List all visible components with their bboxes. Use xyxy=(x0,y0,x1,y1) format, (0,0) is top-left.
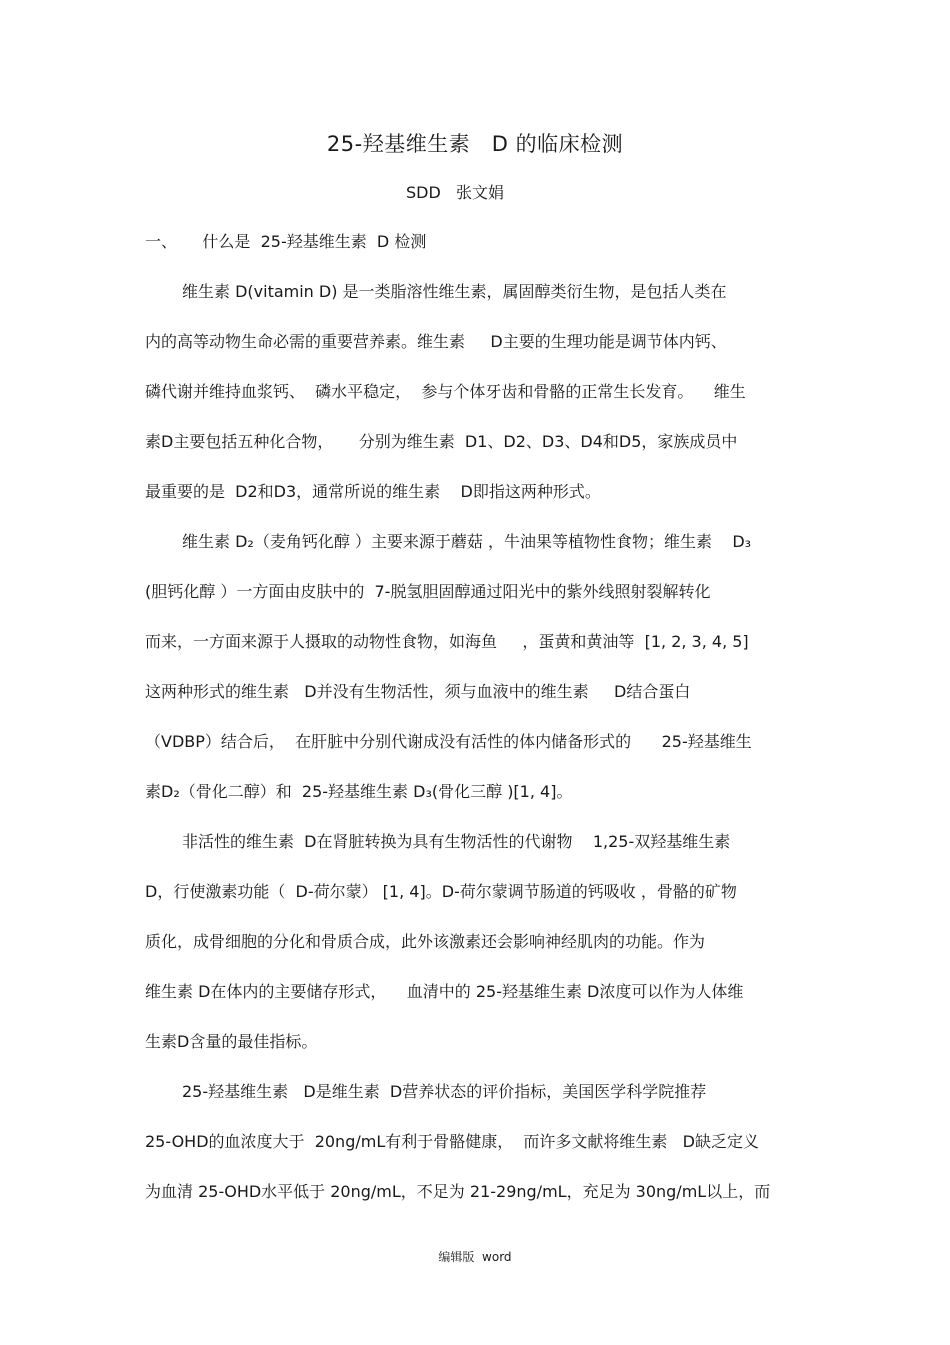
body-line: 维生素 D(vitamin D) 是一类脂溶性维生素，属固醇类衍生物，是包括人类在 xyxy=(182,282,727,301)
document-title: 25-羟基维生素 D 的临床检测 xyxy=(326,132,624,156)
body-line: 生素D含量的最佳指标。 xyxy=(145,1032,318,1051)
section-heading: 一、 什么是 25-羟基维生素 D 检测 xyxy=(145,232,427,251)
body-line: 维生素 D在体内的主要储存形式， 血清中的 25-羟基维生素 D浓度可以作为人体维 xyxy=(145,982,744,1001)
body-line: 为血清 25-OHD水平低于 20ng/mL，不足为 21-29ng/mL，充足为 30ng/mL以上，而 xyxy=(145,1182,771,1201)
body-line: 质化，成骨细胞的分化和骨质合成，此外该激素还会影响神经肌肉的功能。作为 xyxy=(145,932,706,951)
body-line: 而来，一方面来源于人摄取的动物性食物，如海鱼 ，蛋黄和黄油等 [1, 2, 3, 4, 5] xyxy=(145,632,749,651)
body-line: 素D₂（骨化二醇）和 25-羟基维生素 D₃(骨化三醇 )[1, 4]。 xyxy=(145,782,573,801)
body-line: 25-羟基维生素 D是维生素 D营养状态的评价指标，美国医学科学院推荐 xyxy=(182,1082,707,1101)
body-line: D，行使激素功能（ D-荷尔蒙） [1, 4]。D-荷尔蒙调节肠道的钙吸收 ，骨骼的矿物 xyxy=(145,882,737,901)
body-line: 这两种形式的维生素 D并没有生物活性，须与血液中的维生素 D结合蛋白 xyxy=(145,682,691,701)
body-line: 素D主要包括五种化合物， 分别为维生素 D1、D2、D3、D4和D5，家族成员中 xyxy=(145,432,738,451)
body-line: 非活性的维生素 D在肾脏转换为具有生物活性的代谢物 1,25-双羟基维生素 xyxy=(182,832,731,851)
body-line: (胆钙化醇 ）一方面由皮肤中的 7-脱氢胆固醇通过阳光中的紫外线照射裂解转化 xyxy=(145,582,711,601)
body-line: 最重要的是 D2和D3，通常所说的维生素 D即指这两种形式。 xyxy=(145,482,601,501)
body-line: 维生素 D₂（麦角钙化醇 ）主要来源于蘑菇 ，牛油果等植物性食物；维生素 D₃ xyxy=(182,532,752,551)
body-line: 25-OHD的血浓度大于 20ng/mL有利于骨骼健康， 而许多文献将维生素 D缺乏定义 xyxy=(145,1132,759,1151)
author-line: SDD 张文娟 xyxy=(405,183,505,202)
body-line: 磷代谢并维持血浆钙、 磷水平稳定， 参与个体牙齿和骨骼的正常生长发育。 维生 xyxy=(145,382,746,401)
body-line: （VDBP）结合后， 在肝脏中分别代谢成没有活性的体内储备形式的 25-羟基维生 xyxy=(145,732,752,751)
body-line: 内的高等动物生命必需的重要营养素。维生素 D主要的生理功能是调节体内钙、 xyxy=(145,332,727,351)
page-footer: 编辑版 word xyxy=(438,1250,512,1264)
